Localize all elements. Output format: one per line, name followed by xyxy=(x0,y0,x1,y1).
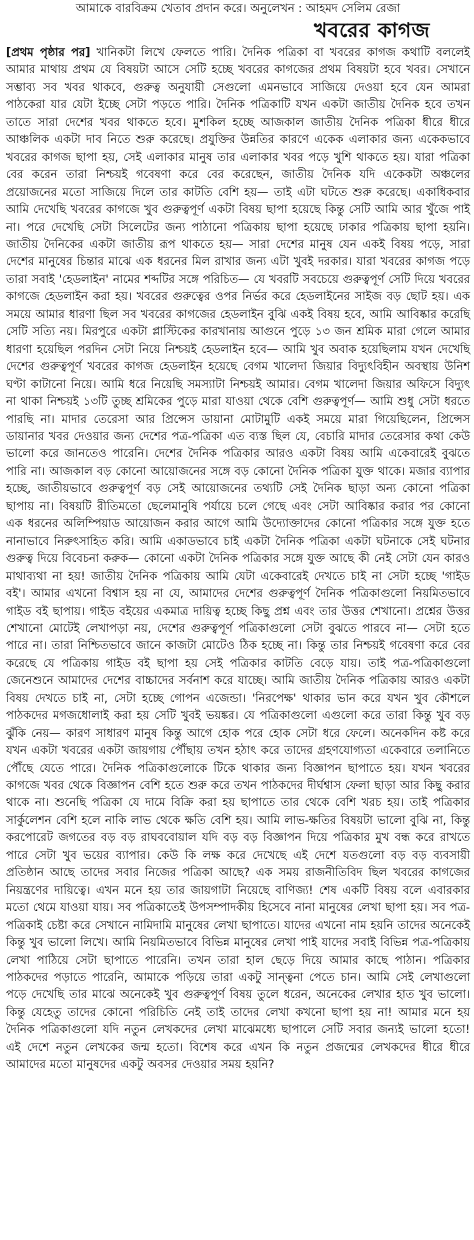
newspaper-clipping xyxy=(0,1,474,1240)
article-body-text: খানিকটা লিখে ফেলতে পারি। দৈনিক পত্রিকা বা খবরের কাগজ কথাটি বললেই আমার মাথায় প্রথম যে বিষয়টা আসে সেটি হচ্ছে খবরের কাগজের প্রথম বিষয়টা হবে খবর। সেখানে সম্ভাব্য সব খবর থাকবে, গুরুত্ব অনুযায়ী সেগুলো এমনভাবে সাজিয়ে দেওয়া হবে যেন আমরা পাঠকেরা যার যেটা ইচ্ছে সেটা পড়তে পারি। দৈনিক পত্রিকাটি যখন একটা জাতীয় দৈনিক হবে তখন তাতে সারা দেশের খবর থাকতে হবে। মুশকিল হচ্ছে আজকাল জাতীয় দৈনিক পত্রিকা ধীরে ধীরে আঞ্চলিক একটা দাব নিতে শুরু করেছে। প্রযুক্তির উন্নতির কারণে একেক এলাকার জন্য একেকভাবে খবরের কাগজ ছাপা হয়, সেই এলাকার মানুষ তার এলাকার খবর পড়ে খুশি থাকতে হয়। যারা পত্রিকা বের করেন তারা নিশ্চয়ই গবেষণা করে বের করেছেন, জাতীয় দৈনিক যদি একেকটা অঞ্চলের প্রয়োজনের মতো সাজিয়ে দিলে তার কাটতি বেশি হয়— তাই এটা ঘটতে শুরু করেছে। একাধিকবার আমি দেখেছি খবরের কাগজে খুব গুরুত্বপূর্ণ একটা বিষয় ছাপা হয়েছে কিন্তু সেটি আমি আর খুঁজে পাই না। পরে দেখেছি সেটা সিলেটের জন্য পাঠানো পত্রিকায় ছাপা হয়েছে ঢাকার পত্রিকায় ছাপা হয়নি। জাতীয় দৈনিকের একটা জাতীয় রূপ থাকতে হয়— সারা দেশের মানুষ যেন একই বিষয় পড়ে, সারা দেশের মানুষের চিন্তার মাঝে এক ধরনের মিল রাখার জন্য এটা খুবই দরকার। যারা খবরের কাগজ পড়ে তারা সবাই 'হেডলাইন' নামের শব্দটির সঙ্গে পরিচিত— যে খবরটি সবচেয়ে গুরুত্বপূর্ণ সেটি দিয়ে খবরের কাগজে হেডলাইন করা হয়। খবরের গুরুত্বের ওপর নির্ভর করে হেডলাইনের সাইজ বড় ছোট হয়। এক সময়ে আমার ধারণা ছিল সব খবরের কাগজের হেডলাইন বুঝি একই বিষয় হবে, আমি আবিষ্কার করেছি সেটি সত্যি নয়। মিরপুরে একটা প্লাস্টিকের কারখানায় আগুনে পুড়ে ১৩ জন শ্রমিক মারা গেলে আমার ধারণা হয়েছিল পরদিন সেটা নিয়ে নিশ্চয়ই হেডলাইন হবে— আমি খুব অবাক হয়েছিলাম যখন দেখেছি দেশের গুরুত্বপূর্ণ খবরের কাগজ হেডলাইন হয়েছে বেগম খালেদা জিয়ার বিদ্যুৎবিহীন অবস্থায় উনিশ ঘণ্টা কাটানো নিয়ে। আমি ধরে নিয়েছি সমস্যাটা নিশ্চয়ই আমার। বেগম খালেদা জিয়ার অফিসে বিদ্যুৎ না থাকা নিশ্চয়ই ১৩টি তুচ্ছ শ্রমিকের পুড়ে মারা যাওয়া থেকে বেশি গুরুত্বপূর্ণ— আমি শুধু সেটা ধরতে পারছি না। মাদার তেরেসা আর প্রিন্সেস ডায়ানা মোটামুটি একই সময়ে মারা গিয়েছিলেন, প্রিন্সেস ডায়ানার খবর দেওয়ার জন্য দেশের পত্র-পত্রিকা এত ব্যস্ত ছিল যে, বেচারি মাদার তেরেসার কথা কেউ ভালো করে জানতেও পারেনি। দেশের দৈনিক পত্রিকার আরও একটা বিষয় আমি একেবারেই বুঝতে পারি না। আজকাল বড় কোনো আয়োজনের সঙ্গে বড় কোনো দৈনিক পত্রিকা যুক্ত থাকে। মজার ব্যাপার হচ্ছে, জাতীয়ভাবে গুরুত্বপূর্ণ বড় সেই আয়োজনের তথ্যটি সেই দৈনিক ছাড়া অন্য কোনো পত্রিকা ছাপায় না। বিষয়টি রীতিমতো ছেলেমানুষি পর্যায়ে চলে গেছে এবং সেটা আবিষ্কার করার পর কোনো এক ধরনের অলিম্পিয়াড আয়োজন করার আগে আমি উদ্যোক্তাদের কোনো পত্রিকার সঙ্গে যুক্ত হতে নানাভাবে নিরুৎসাহিত করি। আমি একাডভাবে চাই একটা দৈনিক পত্রিকা একটা ঘটনাকে সেই ঘটনার গুরুত্ব দিয়ে বিবেচনা করুক— কোনো একটা দৈনিক পত্রিকার সঙ্গে যুক্ত আছে কী নেই সেটা যেন কারও মাথাব্যথা না হয়! জাতীয় দৈনিক পত্রিকায় আমি যেটা একেবারেই দেখতে চাই না সেটা হচ্ছে 'গাইড বই'। আমার এখনো বিশ্বাস হয় না যে, আমাদের দেশের গুরুত্বপূর্ণ দৈনিক পত্রিকাগুলো নিয়মিতভাবে গাইড বই ছাপায়। গাইড বইয়ের একমাত্র দায়িত্ব হচ্ছে কিছু প্রশ্ন এবং তার উত্তর শেখানো। প্রশ্নের উত্তর শেখানো মোটেই লেখাপড়া নয়, দেশের গুরুত্বপূর্ণ পত্রিকাগুলো সেটা বুঝতে পারবে না— সেটা হতে পারে না। তারা নিশ্চিতভাবে জানে কাজটা মোটেও ঠিক হচ্ছে না। কিন্তু তার নিশ্চয়ই গবেষণা করে বের করেছে যে পত্রিকায় গাইড বই ছাপা হয় সেই পত্রিকার কাটতি বেড়ে যায়। তাই পত্র-পত্রিকাগুলো জেনেশুনে আমাদের দেশের বাচ্চাদের সর্বনাশ করে যাচ্ছে। আমি জাতীয় দৈনিক পত্রিকায় আরও একটা বিষয় দেখতে চাই না, সেটা হচ্ছে গোপন এজেন্ডা। 'নিরপেক্ষ' থাকার ভান করে যখন খুব কৌশলে পাঠকদের মগজধোলাই করা হয় সেটি খুবই ভয়ঙ্কর। যে পত্রিকাগুলো এগুলো করে তারা কিন্তু খুব বড় ঝুঁকি নেয়— কারণ সাধারণ মানুষ কিন্তু আগে হোক পরে হোক সেটা ধরে ফেলে। অনেকদিন কষ্ট করে যখন একটা খবরের একটা জায়গায় পৌঁছায় তখন হঠাৎ করে তাদের গ্রহণযোগ্যতা একেবারে তলানিতে পৌঁছে যেতে পারে। দৈনিক পত্রিকাগুলোকে টিকে থাকার জন্য বিজ্ঞাপন ছাপাতে হয়। যখন খবরের কাগজে খবর থেকে বিজ্ঞাপন বেশি হতে শুরু করে তখন পাঠকদের দীর্ঘশ্বাস ফেলা ছাড়া আর কিছু করার থাকে না। শুনেছি পত্রিকা যে দামে বিক্রি করা হয় ছাপাতে তার থেকে বেশি খরচ হয়। তাই পত্রিকার সার্কুলেশন বেশি হলে নাকি লাভ থেকে ক্ষতি বেশি হয়। আমি লাভ-ক্ষতির বিষয়টা ভালো বুঝি না, কিন্তু করপোরেট জগতের বড় বড় রাঘববোয়াল যদি বড় বড় বিজ্ঞাপন দিয়ে পত্রিকার মুখ বন্ধ করে রাখতে পারে সেটা খুব ভয়ের ব্যাপার। কেউ কি লক্ষ করে দেখেছে এই দেশে যতগুলো বড় বড় ব্যবসায়ী প্রতিষ্ঠান আছে তাদের সবার নিজের পত্রিকা আছে? এক সময় রাজনীতিবিদ ছিল খবরের কাগজের নিয়ন্ত্রণের দায়িত্বে। এখন মনে হয় তার জায়গাটা নিয়েছে বাণিজ্য! শেষ একটি বিষয় বলে এবারকার মতো থেমে যাওয়া যায়। সব পত্রিকাতেই উপসম্পাদকীয় হিসেবে নানা মানুষের লেখা ছাপা হয়। সব পত্র-পত্রিকাই চেষ্টা করে সেখানে নামিদামি মানুষের লেখা ছাপাতে। যাদের এখনো নাম হয়নি তাদের অনেকেই কিন্তু খুব ভালো লিখে। আমি নিয়মিতভাবে বিভিন্ন মানুষের লেখা পাই যাদের সবাই বিভিন্ন পত্র-পত্রিকায় লেখা পাঠিয়ে সেটা ছাপাতে পারেনি। তখন তারা হাল ছেড়ে দিয়ে আমার কাছে পাঠান। পত্রিকার পাঠকদের পড়াতে পারেনি, আমাকে পড়িয়ে তারা একটু সান্ত্বনা পেতে চান। আমি সেই লেখাগুলো পড়ে দেখেছি তার মাঝে অনেকেই খুব গুরুত্বপূর্ণ বিষয় তুলে ধরেন, অনেকের লেখার হাত খুব ভালো। কিন্তু যেহেতু তাদের কোনো পরিচিতি নেই তাই তাদের লেখা কখনো ছাপা হয় না! আমার মনে হয় দৈনিক পত্রিকাগুলো যদি নতুন লেখকদের লেখা মাঝেমধ্যে ছাপালে সেটি সবার জন্যই ভালো হতো! এই দেশে নতুন লেখকের জন্ম হতো। বিশেষ করে এখন কি নতুন প্রজন্মের লেখকদের ধীরে ধীরে আমাদের মতো মানুষদের একটু অবসর দেওয়ার সময় হয়নি? xyxy=(6,45,470,1072)
headline-row xyxy=(6,17,470,44)
article-body xyxy=(6,44,470,1074)
headline: খবরের কাগজ xyxy=(313,18,430,42)
byline: আমাকে বারবিক্রম খেতাব প্রদান করে। অনুলেখন : আহমদ সেলিম রেজা xyxy=(75,1,401,15)
continuation-tag: [প্রথম পৃষ্ঠার পর] xyxy=(6,45,91,59)
